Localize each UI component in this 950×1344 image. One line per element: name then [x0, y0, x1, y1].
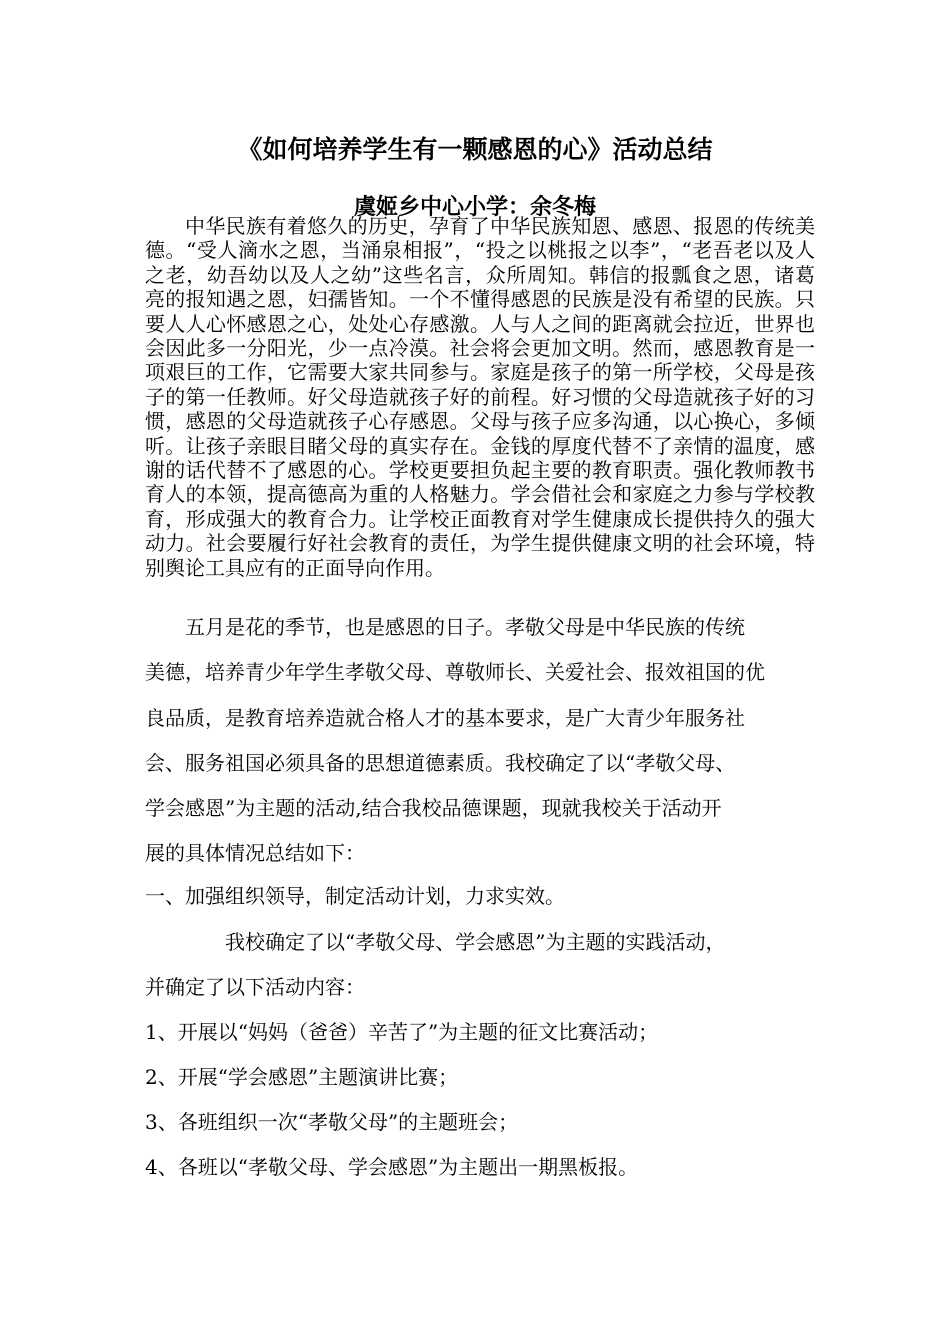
paragraph-line: 良品质，是教育培养造就合格人才的基本要求，是广大青少年服务社 [145, 706, 745, 730]
paragraph-line: 展的具体情况总结如下： [145, 841, 365, 865]
intro-paragraph: 中华民族有着悠久的历史，孕育了中华民族知恩、感恩、报恩的传统美德。“受人滴水之恩，当涌泉相报”，“投之以桃报之以李”，“老吾老以及人之老，幼吾幼以及人之幼”这些名言，众所周知。韩信的报瓢食之恩，诸葛亮的报知遇之恩，妇孺皆知。一个不懂得感恩的民族是没有希望的民族。只要人人心怀感恩之心，处处心存感激。人与人之间的距离就会拉近，世界也会因此多一分阳光，少一点冷漠。社会将会更加文明。然而，感恩教育是一项艰巨的工作，它需要大家共同参与。家庭是孩子的第一所学校，父母是孩子的第一任教师。好父母造就孩子好的前程。好习惯的父母造就孩子好的习惯，感恩的父母造就孩子心存感恩。父母与孩子应多沟通，以心换心，多倾听。让孩子亲眼目睹父母的真实存在。金钱的厚度代替不了亲情的温度，感谢的话代替不了感恩的心。学校更要担负起主要的教育职责。强化教师教书育人的本领，提高德高为重的人格魅力。学会借社会和家庭之力参与学校教育，形成强大的教育合力。让学校正面教育对学生健康成长提供持久的强大动力。社会要履行好社会教育的责任，为学生提供健康文明的社会环境，特别舆论工具应有的正面导向作用。 [145, 214, 815, 580]
activity-item: 3、各班组织一次“孝敬父母”的主题班会； [145, 1110, 519, 1134]
document-title: 《如何培养学生有一颗感恩的心》活动总结 [237, 135, 713, 164]
activity-item: 2、开展“学会感恩”主题演讲比赛； [145, 1065, 459, 1089]
section-intro-line: 并确定了以下活动内容： [145, 975, 365, 999]
activity-item: 4、各班以“孝敬父母、学会感恩”为主题出一期黑板报。 [145, 1155, 639, 1179]
section-intro-line: 我校确定了以“孝敬父母、学会感恩”为主题的实践活动， [225, 930, 726, 954]
activity-item: 1、开展以“妈妈（爸爸）辛苦了”为主题的征文比赛活动； [145, 1020, 659, 1044]
paragraph-line: 学会感恩”为主题的活动,结合我校品德课题，现就我校关于活动开 [145, 796, 722, 820]
intro-paragraph-block [145, 214, 815, 580]
paragraph-line: 会、服务祖国必须具备的思想道德素质。我校确定了以“孝敬父母、 [145, 751, 736, 775]
author-line: 虞姬乡中心小学：余冬梅 [353, 194, 596, 220]
paragraph-line: 五月是花的季节，也是感恩的日子。孝敬父母是中华民族的传统 [185, 615, 745, 639]
paragraph-line: 美德，培养青少年学生孝敬父母、尊敬师长、关爱社会、报效祖国的优 [145, 660, 765, 684]
section-heading: 一、加强组织领导，制定活动计划，力求实效。 [145, 884, 565, 908]
